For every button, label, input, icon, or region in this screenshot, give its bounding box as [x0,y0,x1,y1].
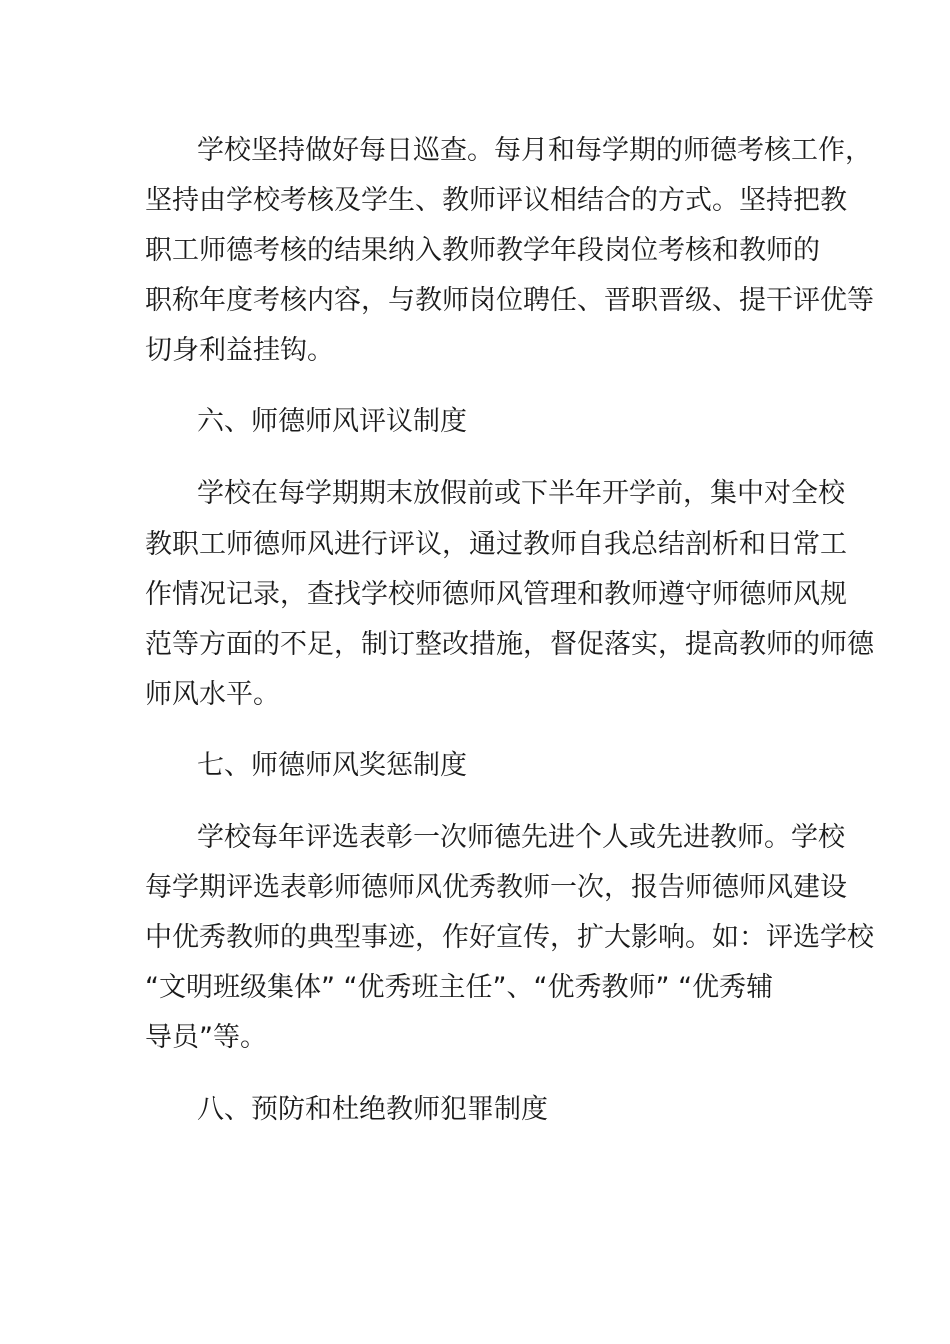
paragraph-1-line-1: 学校坚持做好每日巡查。每月和每学期的师德考核工作， [197,135,872,166]
section-heading-8: 八、预防和杜绝教师犯罪制度 [197,1094,548,1125]
paragraph-3-line-1: 学校每年评选表彰一次师德先进个人或先进教师。学校 [197,822,845,853]
paragraph-2-line-5: 师风水平。 [145,679,280,710]
paragraph-2-line-3: 作情况记录，查找学校师德师风管理和教师遵守师德师风规 [145,579,847,610]
paragraph-1-line-4: 职称年度考核内容，与教师岗位聘任、晋职晋级、提干评优等 [145,285,874,316]
paragraph-3-line-3: 中优秀教师的典型事迹，作好宣传，扩大影响。如：评选学校 [145,922,874,953]
section-heading-6: 六、师德师风评议制度 [197,406,467,437]
paragraph-3-line-5: 导员”等。 [145,1022,267,1053]
section-heading-7: 七、师德师风奖惩制度 [197,750,467,781]
paragraph-2-line-2: 教职工师德师风进行评议，通过教师自我总结剖析和日常工 [145,529,847,560]
paragraph-2-line-4: 范等方面的不足，制订整改措施，督促落实，提高教师的师德 [145,629,874,660]
paragraph-1-line-2: 坚持由学校考核及学生、教师评议相结合的方式。坚持把教 [145,185,847,216]
paragraph-1-line-5: 切身利益挂钩。 [145,335,334,366]
paragraph-2-line-1: 学校在每学期期末放假前或下半年开学前，集中对全校 [197,478,845,509]
paragraph-3-line-2: 每学期评选表彰师德师风优秀教师一次，报告师德师风建设 [145,872,847,903]
paragraph-1-line-3: 职工师德考核的结果纳入教师教学年段岗位考核和教师的 [145,235,820,266]
paragraph-3-line-4: “文明班级集体” “优秀班主任”、“优秀教师” “优秀辅 [145,972,774,1003]
